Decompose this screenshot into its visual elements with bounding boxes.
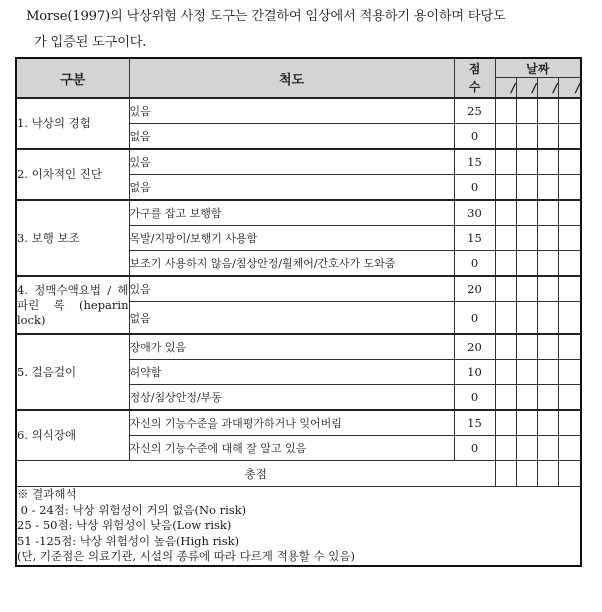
header-category: 구분 [16,58,129,98]
table-row [16,200,581,226]
item-label: 자신의 기능수준에 대해 잘 알고 있음 [129,436,454,461]
date-cell[interactable] [516,226,537,251]
date-cell[interactable] [516,436,537,461]
item-score: 15 [454,410,495,436]
date-cell[interactable] [495,436,516,461]
table-row [16,410,581,436]
date-cell[interactable] [495,200,516,226]
item-label: 있음 [129,98,454,124]
total-label: 총점 [16,461,495,487]
header-score-line2: 수 [468,80,481,94]
header-row [16,58,581,78]
date-cell[interactable] [537,124,558,150]
header-scale: 척도 [129,58,454,98]
date-cell[interactable] [537,360,558,385]
total-date-cell[interactable] [495,461,516,487]
result-interpretation [16,487,581,566]
date-cell[interactable] [537,175,558,201]
date-cell[interactable] [495,149,516,175]
date-cell[interactable] [495,98,516,124]
date-cell[interactable] [537,276,558,302]
date-cell[interactable] [558,251,581,277]
date-cell[interactable] [516,251,537,277]
date-cell[interactable] [516,175,537,201]
date-cell[interactable] [516,360,537,385]
date-cell[interactable] [516,200,537,226]
date-cell[interactable] [558,175,581,201]
date-cell[interactable] [495,124,516,150]
date-cell[interactable] [516,276,537,302]
item-score: 25 [454,98,495,124]
notes-row [16,487,581,566]
total-date-cell[interactable] [537,461,558,487]
item-score: 20 [454,276,495,302]
item-label: 보조기 사용하지 않음/침상안정/휠체어/간호사가 도와줌 [129,251,454,277]
date-cell[interactable] [558,436,581,461]
item-score: 20 [454,334,495,360]
item-score: 0 [454,251,495,277]
date-cell[interactable] [516,124,537,150]
date-slot-1[interactable]: / [495,78,516,99]
item-label: 허약함 [129,360,454,385]
date-cell[interactable] [495,251,516,277]
item-score: 15 [454,149,495,175]
item-label: 정상/침상안정/부동 [129,385,454,411]
item-label: 없음 [129,175,454,201]
item-score: 15 [454,226,495,251]
date-cell[interactable] [558,302,581,335]
item-label: 없음 [129,124,454,150]
date-cell[interactable] [558,200,581,226]
date-cell[interactable] [558,385,581,411]
date-slot-2[interactable]: / [516,78,537,99]
item-score: 0 [454,175,495,201]
total-date-cell[interactable] [558,461,581,487]
category-secondary-diagnosis: 2. 이차적인 진단 [16,149,129,200]
date-cell[interactable] [558,226,581,251]
header-score [454,58,495,98]
date-cell[interactable] [495,276,516,302]
date-cell[interactable] [516,410,537,436]
notes-line-no-risk: 0 - 24점: 낙상 위험성이 거의 없음(No risk) [17,502,247,517]
intro-line-2: 가 입증된 도구이다. [34,35,147,50]
morse-fall-scale-table [15,57,582,567]
date-cell[interactable] [537,200,558,226]
table-row [16,149,581,175]
item-label: 없음 [129,302,454,335]
category-iv-heparin-lock: 4. 정맥수액요법 / 헤파린 록 (heparin lock) [16,276,129,334]
intro-paragraph [26,4,596,56]
item-label: 있음 [129,276,454,302]
date-cell[interactable] [537,436,558,461]
header-date: 날짜 [495,58,581,78]
item-score: 0 [454,436,495,461]
notes-line-high-risk: 51 -125점: 낙상 위험성이 높음(High risk) [17,533,240,548]
date-cell[interactable] [516,302,537,335]
category-mental-status: 6. 의식장애 [16,410,129,461]
date-cell[interactable] [516,334,537,360]
date-cell[interactable] [558,149,581,175]
date-cell[interactable] [558,98,581,124]
item-score: 0 [454,385,495,411]
table-row [16,276,581,302]
date-cell[interactable] [537,98,558,124]
item-label: 목발/지팡이/보행기 사용함 [129,226,454,251]
item-score: 30 [454,200,495,226]
date-cell[interactable] [558,334,581,360]
header-score-line1: 점 [468,62,481,76]
date-cell[interactable] [558,410,581,436]
item-score: 0 [454,302,495,335]
date-cell[interactable] [495,175,516,201]
item-label: 가구를 잡고 보행함 [129,200,454,226]
date-cell[interactable] [516,149,537,175]
date-cell[interactable] [516,385,537,411]
intro-line-1: Morse(1997)의 낙상위험 사정 도구는 간결하여 임상에서 적용하기 용이하며 타당도 [26,9,506,24]
total-date-cell[interactable] [516,461,537,487]
date-cell[interactable] [537,385,558,411]
date-cell[interactable] [495,410,516,436]
table-row [16,334,581,360]
date-slot-4[interactable]: / [558,78,581,99]
date-cell[interactable] [537,410,558,436]
date-cell[interactable] [495,334,516,360]
date-cell[interactable] [537,251,558,277]
category-ambulatory-aid: 3. 보행 보조 [16,200,129,276]
date-cell[interactable] [495,302,516,335]
item-label: 자신의 기능수준을 과대평가하거나 잊어버림 [129,410,454,436]
category-fall-history: 1. 낙상의 경험 [16,98,129,149]
date-cell[interactable] [537,302,558,335]
date-cell[interactable] [537,334,558,360]
notes-line-low-risk: 25 - 50점: 낙상 위험성이 낮음(Low risk) [17,518,232,532]
date-cell[interactable] [558,360,581,385]
date-cell[interactable] [558,276,581,302]
item-label: 장애가 있음 [129,334,454,360]
notes-line-disclaimer: (단, 기준점은 의료기관, 시설의 종류에 따라 다르게 적용할 수 있음) [17,549,356,563]
item-score: 10 [454,360,495,385]
notes-title: ※ 결과해석 [17,487,77,501]
date-slot-3[interactable]: / [537,78,558,99]
date-cell[interactable] [495,385,516,411]
date-cell[interactable] [537,226,558,251]
date-cell[interactable] [537,149,558,175]
total-row [16,461,581,487]
date-cell[interactable] [516,98,537,124]
table-row [16,98,581,124]
date-cell[interactable] [495,226,516,251]
category-gait: 5. 걸음걸이 [16,334,129,410]
item-score: 0 [454,124,495,150]
date-cell[interactable] [495,360,516,385]
item-label: 있음 [129,149,454,175]
date-cell[interactable] [558,124,581,150]
